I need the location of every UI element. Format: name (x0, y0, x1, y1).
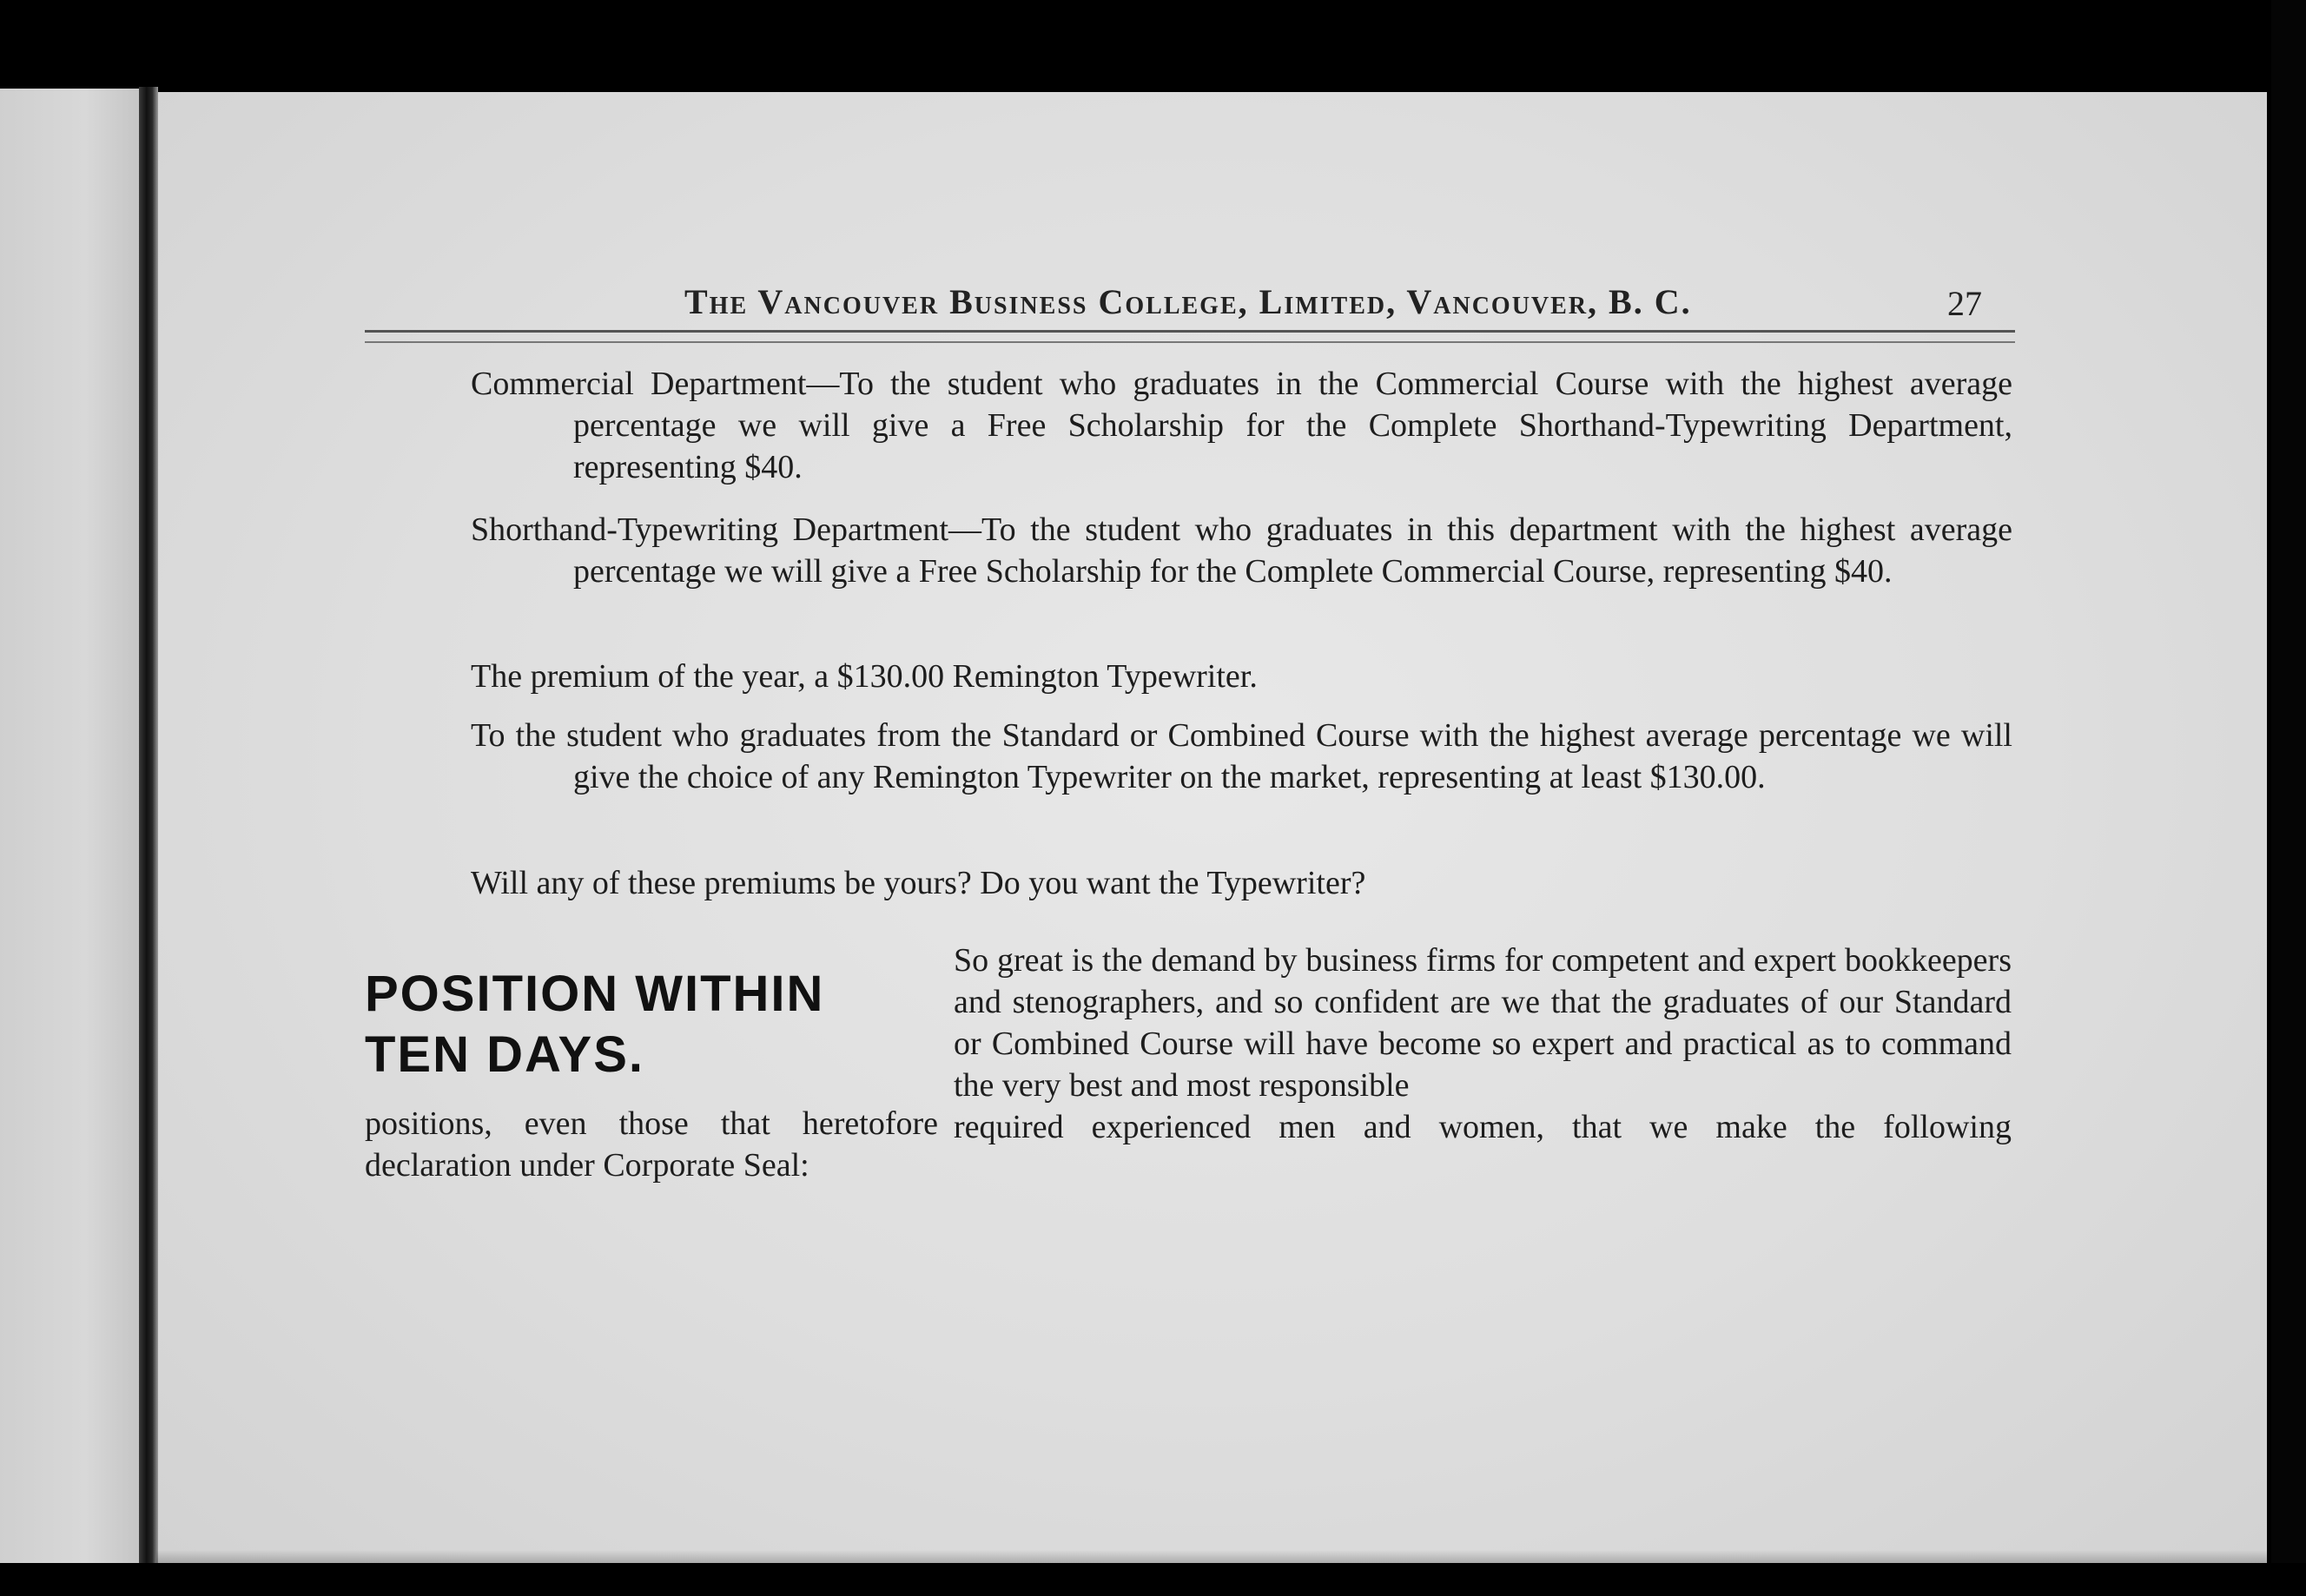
section-left-line2: declaration under Corporate Seal: (365, 1147, 809, 1184)
section-left-line1: positions, even those that heretofore (365, 1105, 938, 1142)
section-body-left (365, 1103, 938, 1186)
section-heading (365, 964, 903, 1085)
scan-border-top (0, 0, 2306, 90)
scan-border-right (2271, 0, 2306, 1596)
book-gutter (139, 87, 158, 1567)
page-number: 27 (1947, 284, 1982, 323)
paragraph-premium-of-year: The premium of the year, a $130.00 Remington Typewriter. (471, 658, 1258, 695)
header-rule (365, 330, 2015, 343)
paragraph-shorthand-department: Shorthand-Typewriting Department—To the student who graduates in this department with the highest average percentage we will give a Free Scholarship for the Complete Commercial Course, representing $40. (471, 511, 2012, 590)
section-body-text: So great is the demand by business firms for competent and expert bookkeepers and stenographers, and so confident are we that the graduates of our Standard or Combined Course will have become so expert and practical as to command the very best and most responsible (954, 942, 2012, 1104)
paragraph-commercial-department: Commercial Department—To the student who graduates in the Commercial Course with the highest average percentage we will give a Free Scholarship for the Complete Shorthand-Typewriting Department, representing $40. (471, 366, 2012, 485)
running-head (365, 276, 2015, 328)
running-title: The Vancouver Business College, Limited, Vancouver, B. C. (684, 282, 1692, 321)
paragraph-question: Will any of these premiums be yours? Do you want the Typewriter? (471, 865, 1366, 901)
paragraph-typewriter-prize: To the student who graduates from the Standard or Combined Course with the highest average percentage we will give the choice of any Remington Typewriter on the market, representing at least $130.00. (471, 717, 2012, 795)
section-body-continuation: required experienced men and women, that we make the following (954, 1109, 2012, 1145)
section-heading-line1: POSITION WITHIN (365, 966, 825, 1022)
section-body-right (954, 940, 2012, 1148)
facing-page-edge (0, 89, 142, 1565)
scan-border-bottom (0, 1563, 2306, 1596)
section-heading-line2: TEN DAYS. (365, 1026, 645, 1083)
